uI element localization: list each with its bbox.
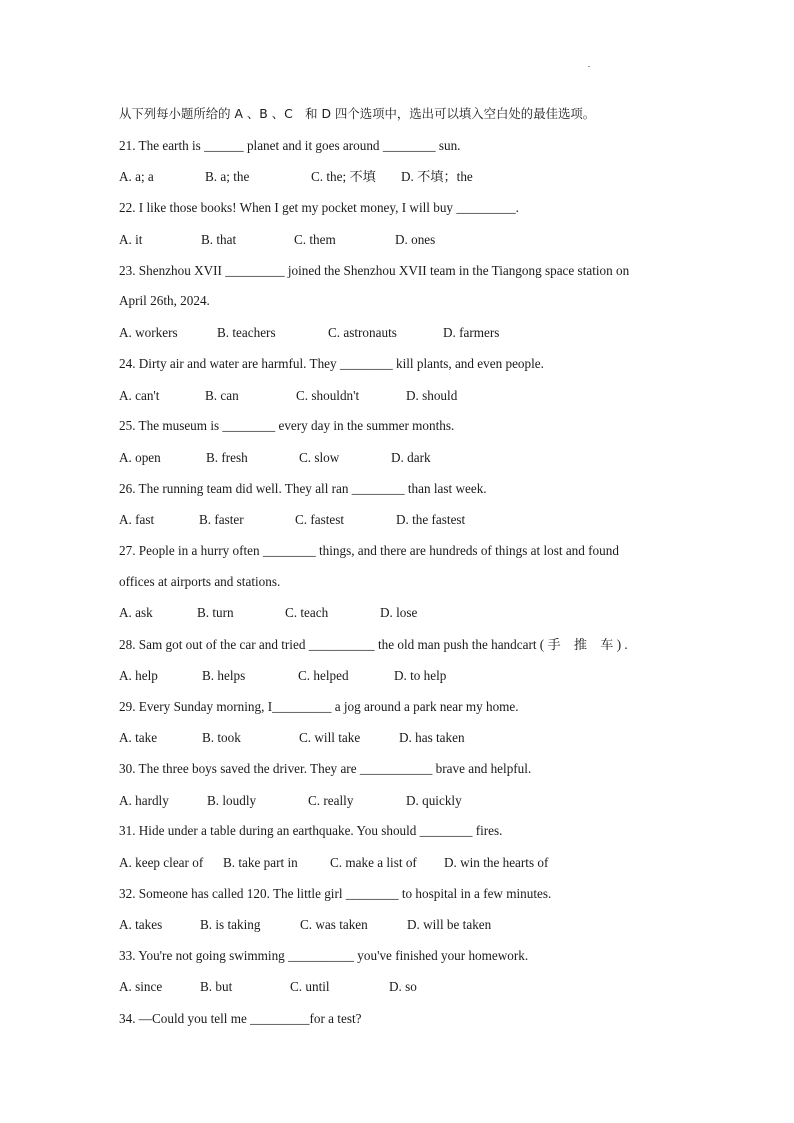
question-33-stem: 33. You're not going swimming __________ you've finished your homework. <box>119 948 529 963</box>
option-c: C. until <box>290 979 330 994</box>
option-a: A. workers <box>119 325 178 340</box>
option-a: A. help <box>119 668 158 683</box>
question-30-stem: 30. The three boys saved the driver. They are ___________ brave and helpful. <box>119 761 532 776</box>
option-b: B. take part in <box>223 855 298 870</box>
option-d: D. win the hearts of <box>444 855 549 870</box>
option-c: C. helped <box>298 668 349 683</box>
instruction: 从下列每小题所给的 A 、B 、C 和 D 四个选项中，选出可以填入空白处的最佳选项。 <box>119 106 596 121</box>
option-c: C. will take <box>299 730 361 745</box>
option-d: D. ones <box>395 232 436 247</box>
question-26-stem: 26. The running team did well. They all ran ________ than last week. <box>119 481 487 496</box>
question-23-stem-cont: April 26th, 2024. <box>119 293 210 308</box>
option-c: C. slow <box>299 450 340 465</box>
option-c: C. shouldn't <box>296 388 360 403</box>
option-a: A. keep clear of <box>119 855 204 870</box>
option-c: C. make a list of <box>330 855 417 870</box>
option-d: D. the fastest <box>396 512 466 527</box>
question-24-stem: 24. Dirty air and water are harmful. They ________ kill plants, and even people. <box>119 356 544 371</box>
option-c: C. really <box>308 793 354 808</box>
option-b: B. turn <box>197 605 234 620</box>
option-b: B. loudly <box>207 793 257 808</box>
option-a: A. ask <box>119 605 153 620</box>
option-c: C. the; 不填 <box>311 169 376 184</box>
option-d: D. 不填；the <box>401 169 473 184</box>
scan-speck <box>588 66 590 67</box>
option-b: B. took <box>202 730 241 745</box>
option-a: A. it <box>119 232 143 247</box>
question-34-stem: 34. —Could you tell me _________for a test? <box>119 1011 362 1026</box>
option-a: A. a; a <box>119 169 154 184</box>
question-31-stem: 31. Hide under a table during an earthquake. You should ________ fires. <box>119 823 503 838</box>
option-c: C. teach <box>285 605 329 620</box>
question-23-stem: 23. Shenzhou XVII _________ joined the Shenzhou XVII team in the Tiangong space station on <box>119 263 630 278</box>
option-d: D. will be taken <box>407 917 492 932</box>
option-c: C. them <box>294 232 336 247</box>
question-27-stem: 27. People in a hurry often ________ things, and there are hundreds of things at lost and found <box>119 543 619 558</box>
option-a: A. takes <box>119 917 163 932</box>
option-d: D. so <box>389 979 417 994</box>
option-b: B. a; the <box>205 169 250 184</box>
option-b: B. can <box>205 388 239 403</box>
question-21-stem: 21. The earth is ______ planet and it goes around ________ sun. <box>119 138 461 153</box>
option-d: D. dark <box>391 450 431 465</box>
option-c: C. astronauts <box>328 325 397 340</box>
option-c: C. fastest <box>295 512 345 527</box>
question-25-stem: 25. The museum is ________ every day in the summer months. <box>119 418 455 433</box>
option-b: B. fresh <box>206 450 248 465</box>
option-b: B. that <box>201 232 237 247</box>
option-d: D. to help <box>394 668 447 683</box>
question-28-stem: 28. Sam got out of the car and tried __________ the old man push the handcart ( 手 推 车 ) . <box>119 637 628 652</box>
option-a: A. take <box>119 730 158 745</box>
option-b: B. faster <box>199 512 244 527</box>
option-b: B. is taking <box>200 917 261 932</box>
option-a: A. open <box>119 450 161 465</box>
option-d: D. should <box>406 388 458 403</box>
option-a: A. hardly <box>119 793 169 808</box>
option-a: A. can't <box>119 388 160 403</box>
option-b: B. but <box>200 979 233 994</box>
question-29-stem: 29. Every Sunday morning, I_________ a jog around a park near my home. <box>119 699 519 714</box>
option-b: B. helps <box>202 668 246 683</box>
question-22-stem: 22. I like those books! When I get my pocket money, I will buy _________. <box>119 200 519 215</box>
option-a: A. fast <box>119 512 155 527</box>
question-32-stem: 32. Someone has called 120. The little girl ________ to hospital in a few minutes. <box>119 886 552 901</box>
question-27-stem-cont: offices at airports and stations. <box>119 574 281 589</box>
option-d: D. lose <box>380 605 418 620</box>
option-d: D. has taken <box>399 730 465 745</box>
option-b: B. teachers <box>217 325 276 340</box>
option-d: D. quickly <box>406 793 462 808</box>
option-a: A. since <box>119 979 163 994</box>
option-c: C. was taken <box>300 917 368 932</box>
option-d: D. farmers <box>443 325 500 340</box>
